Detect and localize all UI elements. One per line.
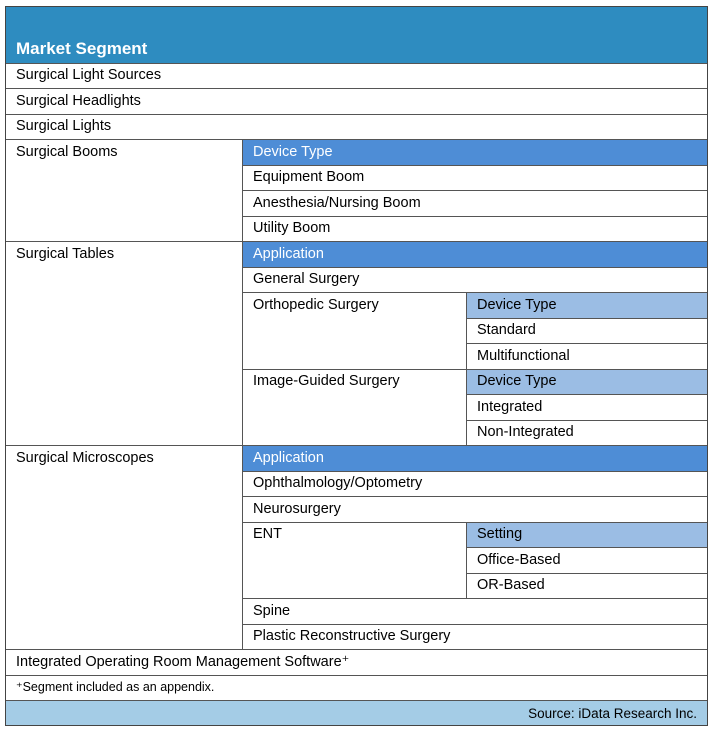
list-item: Equipment Boom	[253, 169, 365, 185]
divider	[6, 445, 707, 446]
list-item: OR-Based	[477, 577, 545, 593]
divider	[242, 598, 707, 599]
divider	[6, 649, 707, 650]
divider	[242, 267, 707, 268]
list-item: Plastic Reconstructive Surgery	[253, 628, 451, 644]
image-guided-label: Image-Guided Surgery	[253, 373, 400, 389]
divider	[242, 140, 243, 241]
divider	[242, 471, 707, 472]
microscopes-subheader: Application	[243, 446, 707, 471]
segment-lights: Surgical Lights	[16, 118, 112, 134]
list-item: Office-Based	[477, 552, 561, 568]
divider	[242, 216, 707, 217]
list-item: Standard	[477, 322, 536, 338]
list-item: Neurosurgery	[253, 501, 341, 517]
divider	[466, 420, 707, 421]
divider	[6, 675, 707, 676]
divider	[466, 343, 707, 344]
list-item: General Surgery	[253, 271, 360, 287]
divider	[6, 63, 707, 64]
divider	[466, 318, 707, 319]
list-item: Non-Integrated	[477, 424, 574, 440]
divider	[6, 700, 707, 701]
divider	[242, 369, 707, 370]
segment-booms: Surgical Booms	[16, 144, 118, 160]
segment-integrated-or: Integrated Operating Room Management Software⁺	[16, 654, 350, 670]
divider	[6, 139, 707, 140]
list-item: Multifunctional	[477, 348, 570, 364]
segment-tables: Surgical Tables	[16, 246, 115, 262]
divider	[466, 394, 707, 395]
divider	[242, 624, 707, 625]
footnote: ⁺Segment included as an appendix.	[16, 680, 215, 694]
table-header: Market Segment	[6, 7, 707, 63]
list-item: Ophthalmology/Optometry	[253, 475, 423, 491]
segment-light-sources: Surgical Light Sources	[16, 67, 162, 83]
ent-subheader: Setting	[467, 522, 707, 547]
divider	[242, 496, 707, 497]
divider	[242, 446, 243, 649]
orthopedic-subheader: Device Type	[467, 293, 707, 318]
divider	[242, 165, 707, 166]
divider	[466, 293, 467, 445]
divider	[242, 292, 707, 293]
divider	[6, 114, 707, 115]
divider	[242, 522, 707, 523]
divider	[6, 88, 707, 89]
divider	[242, 242, 243, 445]
segment-microscopes: Surgical Microscopes	[16, 450, 154, 466]
divider	[466, 547, 707, 548]
source-bar: Source: iData Research Inc.	[6, 701, 707, 725]
divider	[6, 241, 707, 242]
divider	[466, 522, 467, 598]
tables-subheader: Application	[243, 242, 707, 267]
booms-subheader: Device Type	[243, 140, 707, 165]
ent-label: ENT	[253, 526, 282, 542]
segment-headlights: Surgical Headlights	[16, 93, 141, 109]
list-item: Utility Boom	[253, 220, 331, 236]
list-item: Spine	[253, 603, 291, 619]
list-item: Integrated	[477, 399, 543, 415]
list-item: Anesthesia/Nursing Boom	[253, 195, 421, 211]
image-guided-subheader: Device Type	[467, 369, 707, 394]
divider	[466, 573, 707, 574]
divider	[242, 190, 707, 191]
orthopedic-label: Orthopedic Surgery	[253, 297, 379, 313]
